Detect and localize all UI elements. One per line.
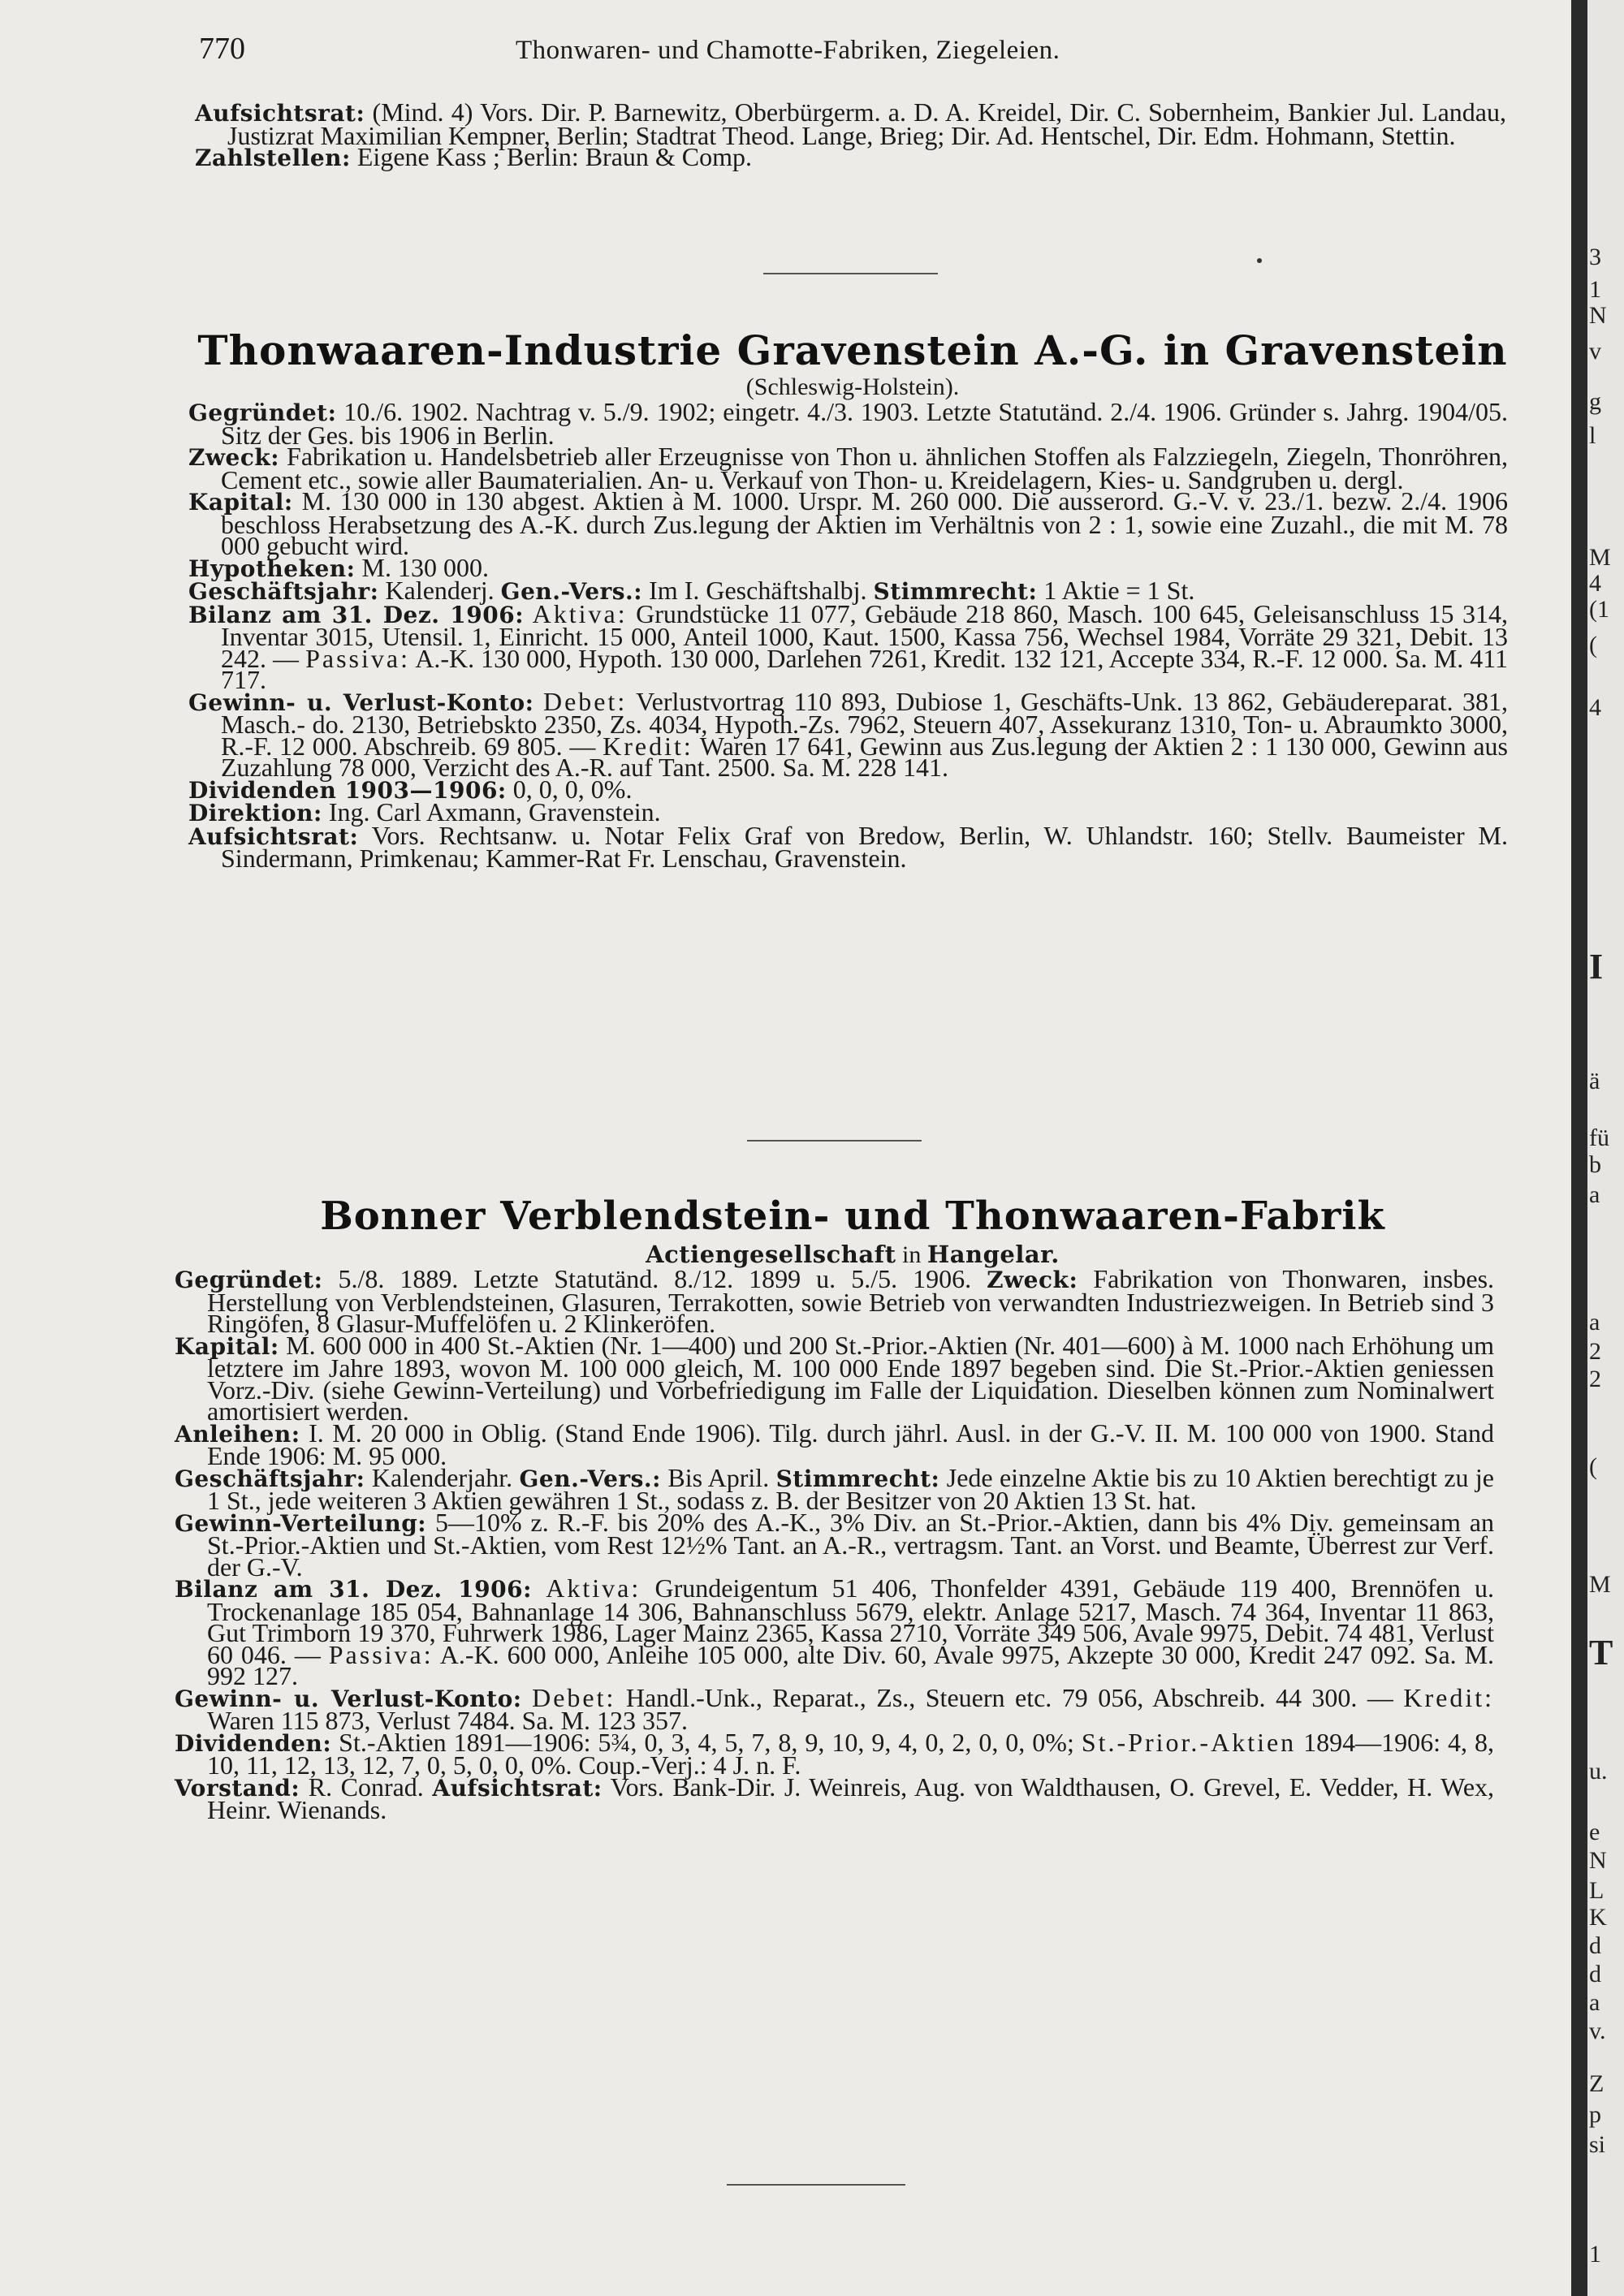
c2-debet-label: Debet: bbox=[532, 1682, 616, 1712]
c2-coup-text: Coup.-Verj.: 4 J. n. F. bbox=[578, 1750, 801, 1780]
right-page-fragment: 4 bbox=[1589, 570, 1601, 597]
section-divider bbox=[727, 2184, 905, 2186]
aufsichtsrat-label: Aufsichtsrat: bbox=[195, 100, 365, 127]
c2-aufsichtsrat-label: Aufsichtsrat: bbox=[432, 1774, 603, 1802]
c2-geschaeftsjahr-label: Geschäftsjahr: bbox=[175, 1465, 365, 1492]
c2-debet-text: Handl.-Unk., Reparat., Zs., Steuern etc. 79 056, Abschreib. 44 300. — bbox=[625, 1682, 1393, 1712]
c2-gegruendet-text: 5./8. 1889. Letzte Statutänd. 8./12. 1899 u. 5./5. 1906. bbox=[338, 1264, 972, 1293]
c2-dividenden bbox=[175, 1727, 1495, 1780]
c2-kapital-label: Kapital: bbox=[175, 1332, 279, 1360]
right-page-fragment: 3 bbox=[1589, 244, 1601, 270]
right-page-fragment: N bbox=[1589, 1847, 1607, 1874]
c1-kapital-label: Kapital: bbox=[188, 489, 293, 516]
right-page-fragment: g bbox=[1589, 388, 1601, 415]
c2-geschaeftsjahr-text: Kalenderjahr. bbox=[371, 1462, 513, 1492]
c2-genvers-text: Bis April. bbox=[667, 1462, 770, 1492]
c2-bilanz-label: Bilanz am 31. Dez. 1906: bbox=[175, 1576, 532, 1603]
c2-gegruendet-label: Gegründet: bbox=[175, 1267, 323, 1293]
zahlstellen-label: Zahlstellen: bbox=[195, 145, 351, 171]
right-page-fragment: p bbox=[1589, 2101, 1601, 2128]
zahlstellen-text: Eigene Kass ; Berlin: Braun & Comp. bbox=[356, 142, 753, 171]
c1-debet-text: Verlustvortrag 110 893, Dubiose 1, Geschäfts-Unk. 13 862, Gebäudereparat. 381, Masch.- do. 2130, Betriebskto 2350, Zs. 4034, Hypoth.-Zs. 7962, Steuern 407, Assekuranz 1310, Ton- u. Abraumkto 3000, R.-F. 12 000. Abschreib. 69 805. — bbox=[221, 686, 1509, 761]
c2-zweck-text: Fabrikation von Thonwaren, insbes. Herstellung von Verblendsteinen, Glasuren, Terrakotten, sowie Betrieb von verwandten Industriezweigen. In Betrieb sind 3 Ringöfen, 8 Glasur-Muffelöfen u. 2 Klinkeröfen. bbox=[207, 1264, 1495, 1338]
section-divider bbox=[747, 1140, 922, 1142]
right-page-fragment: I bbox=[1589, 947, 1604, 986]
c1-stimmrecht-label: Stimmrecht: bbox=[873, 578, 1038, 605]
right-page-fragment: M bbox=[1589, 544, 1611, 571]
right-page-fragment: e bbox=[1589, 1819, 1600, 1845]
c2-bilanz bbox=[175, 1573, 1495, 1690]
c2-kredit-text: Waren 115 873, Verlust 7484. Sa. M. 123 357. bbox=[207, 1706, 689, 1735]
c2-anleihen-label: Anleihen: bbox=[175, 1420, 300, 1448]
c2-kapital-text: M. 600 000 in 400 St.-Aktien (Nr. 1—400) und 200 St.-Prior.-Aktien (Nr. 401—600) à M. 1000 nach Erhöhung um letztere im Jahre 1893, wovon M. 100 000 gleich, M. 100 000 Ende 1897 begeben sind. Die St.-Prior.-Aktien geniessen Vorz.-Div. (siehe Gewinn-Verteilung) und Vorbefriedigung im Falle der Liquidation. Dieselben können zum Nominalwert amortisiert werden. bbox=[207, 1330, 1495, 1426]
company2-body bbox=[175, 1264, 1495, 1824]
c2-aktiva-text: Grundeigentum 51 406, Thonfelder 4391, Gebäude 119 400, Brennöfen u. Trockenanlage 185 054, Bahnanlage 14 306, Bahnanschluss 5679, elektr. Anlage 5217, Masch. 74 364, Inventar 11 863, Gut Trimborn 19 370, Fuhrwerk 1986, Lager Mainz 2365, Kassa 2710, Vorräte 349 506, Avale 9975, Debit. 74 481, Verlust 60 046. — bbox=[207, 1573, 1495, 1669]
c1-zweck-label: Zweck: bbox=[188, 444, 280, 471]
c2-passiva-label: Passiva: bbox=[328, 1639, 434, 1669]
c2-vorstand-text: R. Conrad. bbox=[308, 1772, 424, 1802]
c1-aufsichtsrat bbox=[188, 820, 1509, 873]
c1-stimmrecht-text: 1 Aktie = 1 St. bbox=[1043, 576, 1195, 605]
right-page-fragment: v. bbox=[1589, 2018, 1606, 2044]
right-page-fragment: ( bbox=[1589, 632, 1597, 658]
c2-gewinnverteilung bbox=[175, 1507, 1495, 1582]
c2-gewinnverteilung-text: 5—10% z. R.-F. bis 20% des A.-K., 3% Div. an St.-Prior.-Aktien, dann bis 4% Div. gemeinsam an St.-Prior.-Aktien und St.-Aktien, vom Rest 12½% Tant. an A.-R., vertragsm. Tant. an Vorst. und Beamte, Überrest zur Verf. der G.-V. bbox=[207, 1507, 1495, 1582]
c2-anleihen bbox=[175, 1418, 1495, 1470]
right-page-fragment: a bbox=[1589, 1989, 1600, 2016]
c2-kredit-label: Kredit: bbox=[1403, 1682, 1495, 1712]
c2-gegruendet bbox=[175, 1264, 1495, 1338]
right-page-fragment: ä bbox=[1589, 1068, 1600, 1094]
company2-title: Bonner Verblendstein- und Thonwaaren-Fabrik bbox=[320, 1193, 1385, 1239]
c2-anleihen-text: I. M. 20 000 in Oblig. (Stand Ende 1906). Tilg. durch jährl. Ausl. in der G.-V. II. M. 100 000 von 1900. Stand Ende 1906: M. 95 000. bbox=[207, 1418, 1495, 1470]
c1-kapital-text: M. 130 000 in 130 abgest. Aktien à M. 1000. Urspr. M. 260 000. Die ausserord. G.-V. v. 23./1. bezw. 2./4. 1906 beschloss Herabsetzung des A.-K. durch Zus.legung der Aktien im Verhältnis von 2 : 1, sowie eine Zuzahl., die mit M. 78 000 gebucht wird. bbox=[221, 486, 1509, 560]
c1-zweck-text: Fabrikation u. Handelsbetrieb aller Erzeugnisse von Thon u. ähnlichen Stoffen als Falzziegeln, Ziegeln, Thonröhren, Cement etc., sowie aller Baumaterialien. An- u. Verkauf von Thon- u. Kreidelagern, Kies- u. Sandgruben u. dergl. bbox=[221, 442, 1509, 494]
right-page-fragment: si bbox=[1589, 2131, 1606, 2158]
right-page-fragment: ( bbox=[1589, 1453, 1597, 1480]
right-page-fragment: d bbox=[1589, 1961, 1601, 1987]
c1-zweck bbox=[188, 442, 1509, 494]
c1-hypotheken-text: M. 130 000. bbox=[361, 552, 489, 582]
aufsichtsrat-text: (Mind. 4) Vors. Dir. P. Barnewitz, Oberbürgerm. a. D. A. Kreidel, Dir. C. Sobernheim, Bankier Jul. Landau, Justizrat Maximilian Kempner, Berlin; Stadtrat Theod. Lange, Brieg; Dir. Ad. Hentschel, Dir. Edm. Hohmann, Stettin. bbox=[227, 97, 1507, 150]
c2-dividenden-prior-label: St.-Prior.-Aktien bbox=[1081, 1727, 1297, 1757]
c2-dividenden-st-text: St.-Aktien 1891—1906: 5¾, 0, 3, 4, 5, 7, 8, 9, 10, 9, 4, 0, 2, 0, 0, 0%; bbox=[339, 1727, 1074, 1757]
c1-genvers-label: Gen.-Vers.: bbox=[500, 578, 643, 605]
c2-stimmrecht-text: Jede einzelne Aktie bis zu 10 Aktien berechtigt zu je 1 St., jede weiteren 3 Aktien gewähren 1 St., sodass z. B. der Besitzer von 20 Aktien 13 St. hat. bbox=[207, 1462, 1495, 1515]
c1-gegruendet-label: Gegründet: bbox=[188, 399, 337, 426]
c2-guv bbox=[175, 1682, 1495, 1735]
c1-dividenden-label: Dividenden 1903—1906: bbox=[188, 776, 507, 804]
c2-genvers-label: Gen.-Vers.: bbox=[519, 1465, 661, 1492]
right-page-fragment: l bbox=[1589, 422, 1596, 449]
company1-title: Thonwaaren-Industrie Gravenstein A.-G. in Gravenstein bbox=[197, 326, 1508, 374]
c2-zweck-label: Zweck: bbox=[987, 1267, 1078, 1293]
c1-genvers-text: Im I. Geschäftshalbj. bbox=[649, 576, 867, 605]
c1-dividenden-text: 0, 0, 0, 0%. bbox=[512, 774, 633, 804]
c1-direktion-text: Ing. Carl Axmann, Gravenstein. bbox=[328, 797, 661, 826]
right-page-fragment: K bbox=[1589, 1904, 1607, 1931]
page-header bbox=[199, 31, 1498, 67]
aufsichtsrat-entry bbox=[195, 97, 1507, 150]
c1-guv-label: Gewinn- u. Verlust-Konto: bbox=[188, 688, 534, 716]
c2-vorstand-label: Vorstand: bbox=[175, 1774, 300, 1802]
c2-kapital bbox=[175, 1330, 1495, 1426]
c1-guv bbox=[188, 686, 1509, 782]
c2-gewinnverteilung-label: Gewinn-Verteilung: bbox=[175, 1509, 427, 1537]
right-page-fragment: v bbox=[1589, 338, 1601, 365]
company1-body bbox=[188, 397, 1509, 873]
right-page-fragment: Z bbox=[1589, 2070, 1605, 2097]
c2-subtitle-place: Hangelar. bbox=[926, 1241, 1060, 1268]
right-page-fragment: a bbox=[1589, 1181, 1600, 1208]
c1-bilanz bbox=[188, 598, 1509, 694]
c1-aktiva-text: Grundstücke 11 077, Gebäude 218 860, Masch. 100 645, Geleisanschluss 15 314, Inventar 3015, Utensil. 1, Einricht. 15 000, Anteil 1000, Kaut. 1500, Kassa 756, Wechsel 1984, Vorräte 29 321, Debit. 13 242. — bbox=[221, 598, 1509, 673]
adjacent-page-edge bbox=[1587, 0, 1624, 2296]
c2-aktiva-label: Aktiva: bbox=[546, 1573, 641, 1603]
c2-subtitle-bold: Actiengesellschaft bbox=[646, 1241, 896, 1268]
right-page-fragment: (1 bbox=[1589, 596, 1609, 623]
top-section bbox=[195, 97, 1507, 171]
section-divider bbox=[763, 273, 938, 274]
right-page-fragment: 2 bbox=[1589, 1338, 1601, 1365]
c1-kapital bbox=[188, 486, 1509, 560]
c1-direktion-label: Direktion: bbox=[188, 800, 322, 826]
book-gutter bbox=[1571, 0, 1587, 2296]
c1-aufsichtsrat-label: Aufsichtsrat: bbox=[188, 822, 359, 850]
print-speck bbox=[1257, 258, 1262, 263]
c2-guv-label: Gewinn- u. Verlust-Konto: bbox=[175, 1685, 522, 1712]
right-page-fragment: 4 bbox=[1589, 694, 1601, 721]
right-page-fragment: d bbox=[1589, 1932, 1601, 1959]
c1-geschaeftsjahr-label: Geschäftsjahr: bbox=[188, 578, 379, 605]
c1-geschaeftsjahr-text: Kalenderj. bbox=[385, 576, 495, 605]
right-page-fragment: b bbox=[1589, 1151, 1601, 1178]
c1-hypotheken-label: Hypotheken: bbox=[188, 555, 356, 582]
c2-aufsichtsrat-text: Vors. Bank-Dir. J. Weinreis, Aug. von Waldthausen, O. Grevel, E. Vedder, H. Wex, Heinr. Wienands. bbox=[207, 1772, 1495, 1824]
page-number: 770 bbox=[199, 32, 245, 66]
c1-kredit-label: Kredit: bbox=[603, 731, 693, 761]
right-page-fragment: 1 bbox=[1589, 276, 1601, 303]
c2-vorstand bbox=[175, 1772, 1495, 1824]
right-page-fragment: N bbox=[1589, 302, 1607, 329]
c1-gegruendet-text: 10./6. 1902. Nachtrag v. 5./9. 1902; eingetr. 4./3. 1903. Letzte Statutänd. 2./4. 1906. Gründer s. Jahrg. 1904/05. Sitz der Ges. bis 1906 in Berlin. bbox=[221, 397, 1509, 450]
c1-kredit-text: Waren 17 641, Gewinn aus Zus.legung der Aktien 2 : 1 130 000, Gewinn aus Zuzahlung 78 000, Verzicht des A.-R. auf Tant. 2500. Sa. M. 228 141. bbox=[221, 731, 1509, 782]
right-page-fragment: T bbox=[1589, 1633, 1613, 1672]
c2-dividenden-label: Dividenden: bbox=[175, 1729, 332, 1757]
c2-subtitle-in: in bbox=[902, 1241, 922, 1268]
right-page-fragment: 2 bbox=[1589, 1366, 1601, 1392]
right-page-fragment: M bbox=[1589, 1571, 1611, 1598]
c2-dividenden-prior-text: 1894—1906: 4, 8, 10, 11, 12, 13, 12, 7, 0, 5, 0, 0, 0%. bbox=[207, 1727, 1495, 1780]
c1-passiva-label: Passiva: bbox=[305, 643, 410, 673]
c1-aktiva-label: Aktiva: bbox=[532, 598, 628, 628]
c1-bilanz-label: Bilanz am 31. Dez. 1906: bbox=[188, 601, 525, 628]
company1-subtitle: (Schleswig-Holstein). bbox=[745, 373, 960, 400]
right-page-fragment: fü bbox=[1589, 1124, 1609, 1151]
running-title: Thonwaren- und Chamotte-Fabriken, Ziegeleien. bbox=[516, 36, 1060, 65]
c1-debet-label: Debet: bbox=[542, 686, 628, 716]
right-page-fragment: L bbox=[1589, 1877, 1605, 1904]
c1-aufsichtsrat-text: Vors. Rechtsanw. u. Notar Felix Graf von Bredow, Berlin, W. Uhlandstr. 160; Stellv. Baumeister M. Sindermann, Primkenau; Kammer-Rat Fr. Lenschau, Gravenstein. bbox=[221, 820, 1509, 873]
c1-gegruendet bbox=[188, 397, 1509, 450]
c2-stimmrecht-label: Stimmrecht: bbox=[775, 1465, 940, 1492]
right-page-fragment: 1 bbox=[1589, 2241, 1601, 2268]
c1-passiva-text: A.-K. 130 000, Hypoth. 130 000, Darlehen 7261, Kredit. 132 121, Accepte 334, R.-F. 12 000. Sa. M. 411 717. bbox=[221, 643, 1509, 694]
right-page-fragment: u. bbox=[1589, 1758, 1608, 1785]
right-page-fragment: a bbox=[1589, 1309, 1600, 1336]
c2-passiva-text: A.-K. 600 000, Anleihe 105 000, alte Div. 60, Avale 9975, Akzepte 30 000, Kredit 247 092. Sa. M. 992 127. bbox=[207, 1639, 1495, 1690]
c2-geschaeftsjahr bbox=[175, 1462, 1495, 1515]
